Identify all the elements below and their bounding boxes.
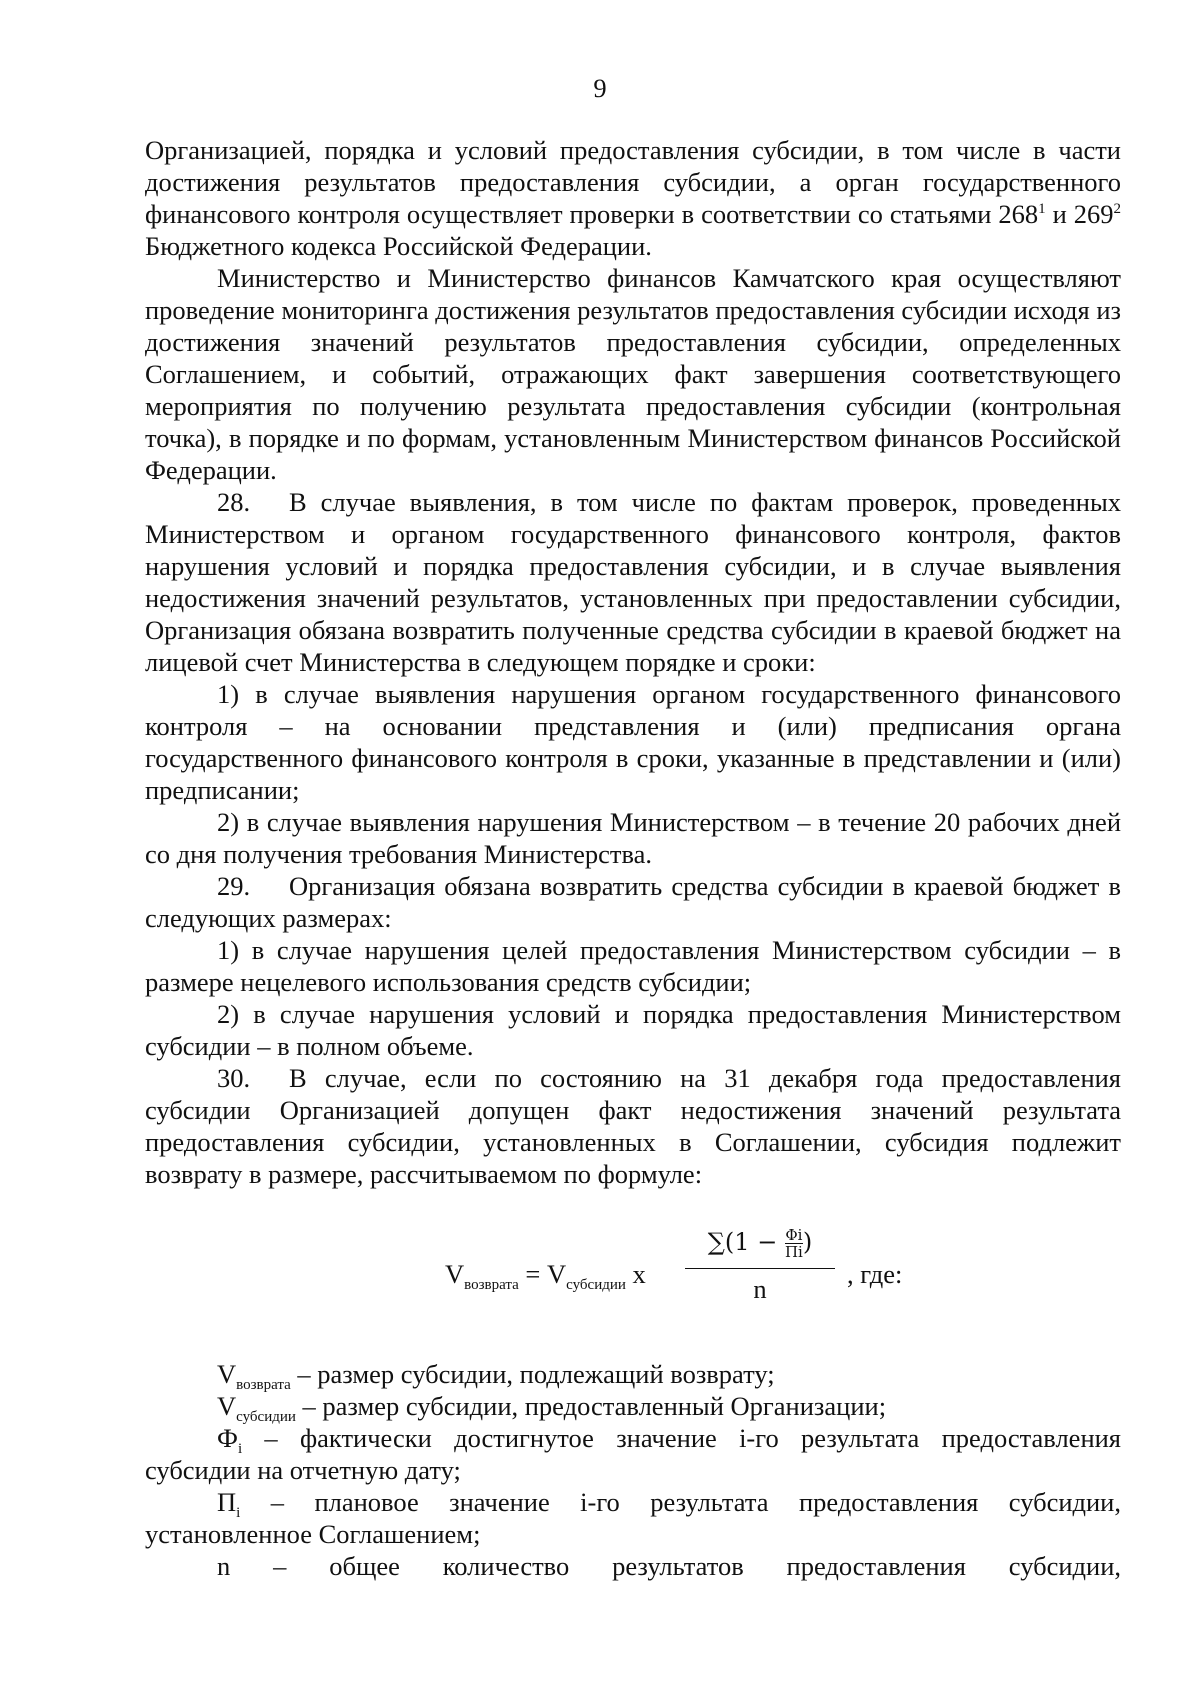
fraction-bar: [685, 1268, 835, 1269]
clause-29: 29. Организация обязана возвратить средства субсидии в краевой бюджет в следующих размерах:: [145, 871, 1121, 933]
definition-v-subsidy: $V_{субсидии}$ – размер субсидии, предоставленный Организации;: [217, 1391, 887, 1425]
clause-30: 30. В случае, если по состоянию на 31 декабря года предоставления субсидии Организацией допущен факт недостижения значений результата предоставления субсидии, установленных в Соглашении, субсидия подлежит возврату в размере, рассчитываемом по формуле:: [145, 1063, 1121, 1189]
paragraph-monitoring: Министерство и Министерство финансов Камчатского края осуществляют проведение мониторинга достижения результатов предоставления субсидии исходя из достижения значений результатов предоставления субсидии, определенных Соглашением, и событий, отражающих факт завершения соответствующего мероприятия по получению результата предоставления субсидии (контрольная точка), в порядке и по формам, установленным Министерством финансов Российской Федерации.: [145, 263, 1121, 485]
formula-where: , где:: [847, 1259, 903, 1289]
clause-29-item-1: 1) в случае нарушения целей предоставления Министерством субсидии – в размере нецелевого использования средств субсидии;: [145, 935, 1121, 997]
clause-number: 29.: [217, 871, 251, 901]
inner-fraction: $\frac{\Phi i}{\Pi i}$: [784, 1226, 803, 1261]
fraction-numerator: ∑(1 − $\frac{\Phi i}{\Pi i}$ ): [707, 1226, 813, 1261]
clause-number: 28.: [217, 487, 251, 517]
definition-pi: $П_i$ – плановое значение i-го результата предоставления субсидии, установленное Соглашением;: [145, 1487, 1121, 1549]
definition-n: n – общее количество результатов предоставления субсидии,: [217, 1551, 1121, 1581]
clause-28: 28. В случае выявления, в том числе по фактам проверок, проведенных Министерством и органом государственного финансового контроля, фактов нарушения условий и порядка предоставления субсидии, и в случае выявления недостижения значений результатов, установленных при предоставлении субсидии, Организация обязана возвратить полученные средства субсидии в краевой бюджет на лицевой счет Министерства в следующем порядке и сроки:: [145, 487, 1121, 677]
return-formula: [145, 1218, 1121, 1342]
formula-lhs: $V_{возврата} = V_{субсидии}$ x: [445, 1259, 646, 1293]
clause-29-item-2: 2) в случае нарушения условий и порядка предоставления Министерством субсидии – в полном объеме.: [145, 999, 1121, 1061]
fraction-denominator: n: [753, 1274, 767, 1304]
clause-number: 30.: [217, 1063, 251, 1093]
definition-v-return: $V_{возврата}$ – размер субсидии, подлежащий возврату;: [217, 1359, 775, 1393]
document-body: [145, 134, 1121, 1582]
clause-28-item-2: 2) в случае выявления нарушения Министерством – в течение 20 рабочих дней со дня получения требования Министерства.: [145, 807, 1121, 869]
formula-fraction: [685, 1218, 835, 1307]
page-number: 9: [593, 73, 607, 103]
clause-28-item-1: 1) в случае выявления нарушения органом государственного финансового контроля – на основании представления и (или) предписания органа государственного финансового контроля в сроки, указанные в представлении и (или) предписании;: [145, 679, 1121, 805]
paragraph-continuation: Организацией, порядка и условий предоставления субсидии, в том числе в части достижения результатов предоставления субсидии, а орган государственного финансового контроля осуществляет проверки в соответствии со статьями $268^1$ и $269^2$ Бюджетного кодекса Российской Федерации.: [145, 135, 1121, 261]
definition-phi: $Ф_i$ – фактически достигнутое значение i-го результата предоставления субсидии на отчетную дату;: [145, 1423, 1121, 1485]
